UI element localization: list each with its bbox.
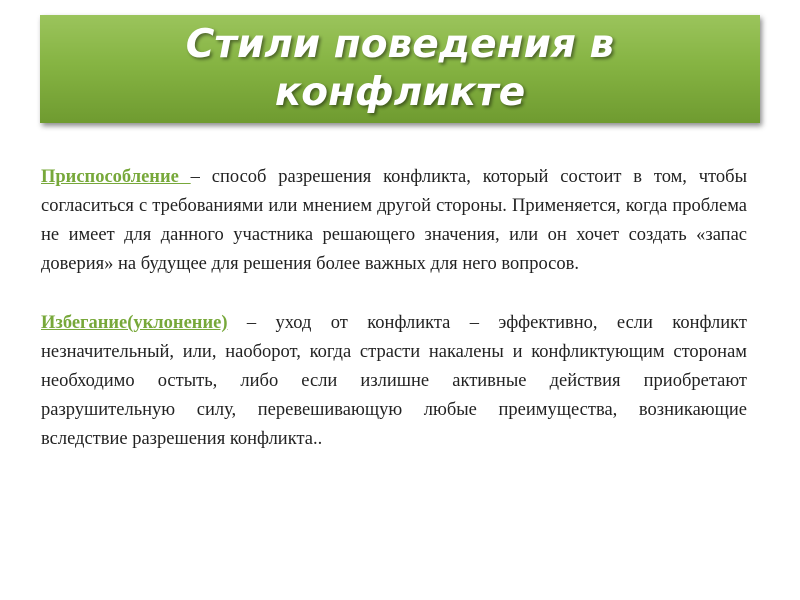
slide-body [41, 163, 747, 454]
definition-avoidance: – уход от конфликта – эффективно, если конфликт незначительный, или, наоборот, когда страсти накалены и конфликтующим сторонам необходимо остыть, либо если излишне активные действия приобретают разрушительную силу, перевешивающую любые преимущества, возникающие вследствие разрешения конфликта.. [41, 313, 747, 449]
paragraph-avoidance [41, 309, 747, 454]
title-line-2: конфликте [274, 70, 526, 115]
paragraph-accommodation [41, 163, 747, 279]
term-avoidance: Избегание(уклонение) [41, 313, 228, 333]
title-banner [40, 15, 760, 123]
term-accommodation: Приспособление [41, 167, 191, 187]
definition-accommodation: – способ разрешения конфликта, который состоит в том, чтобы согласиться с требованиями или мнением другой стороны. Применяется, когда проблема не имеет для данного участника решающего значения, или он хочет создать «запас доверия» на будущее для решения более важных для него вопросов. [41, 167, 747, 274]
slide-title [186, 21, 614, 117]
title-line-1: Стили поведения в [185, 22, 615, 67]
